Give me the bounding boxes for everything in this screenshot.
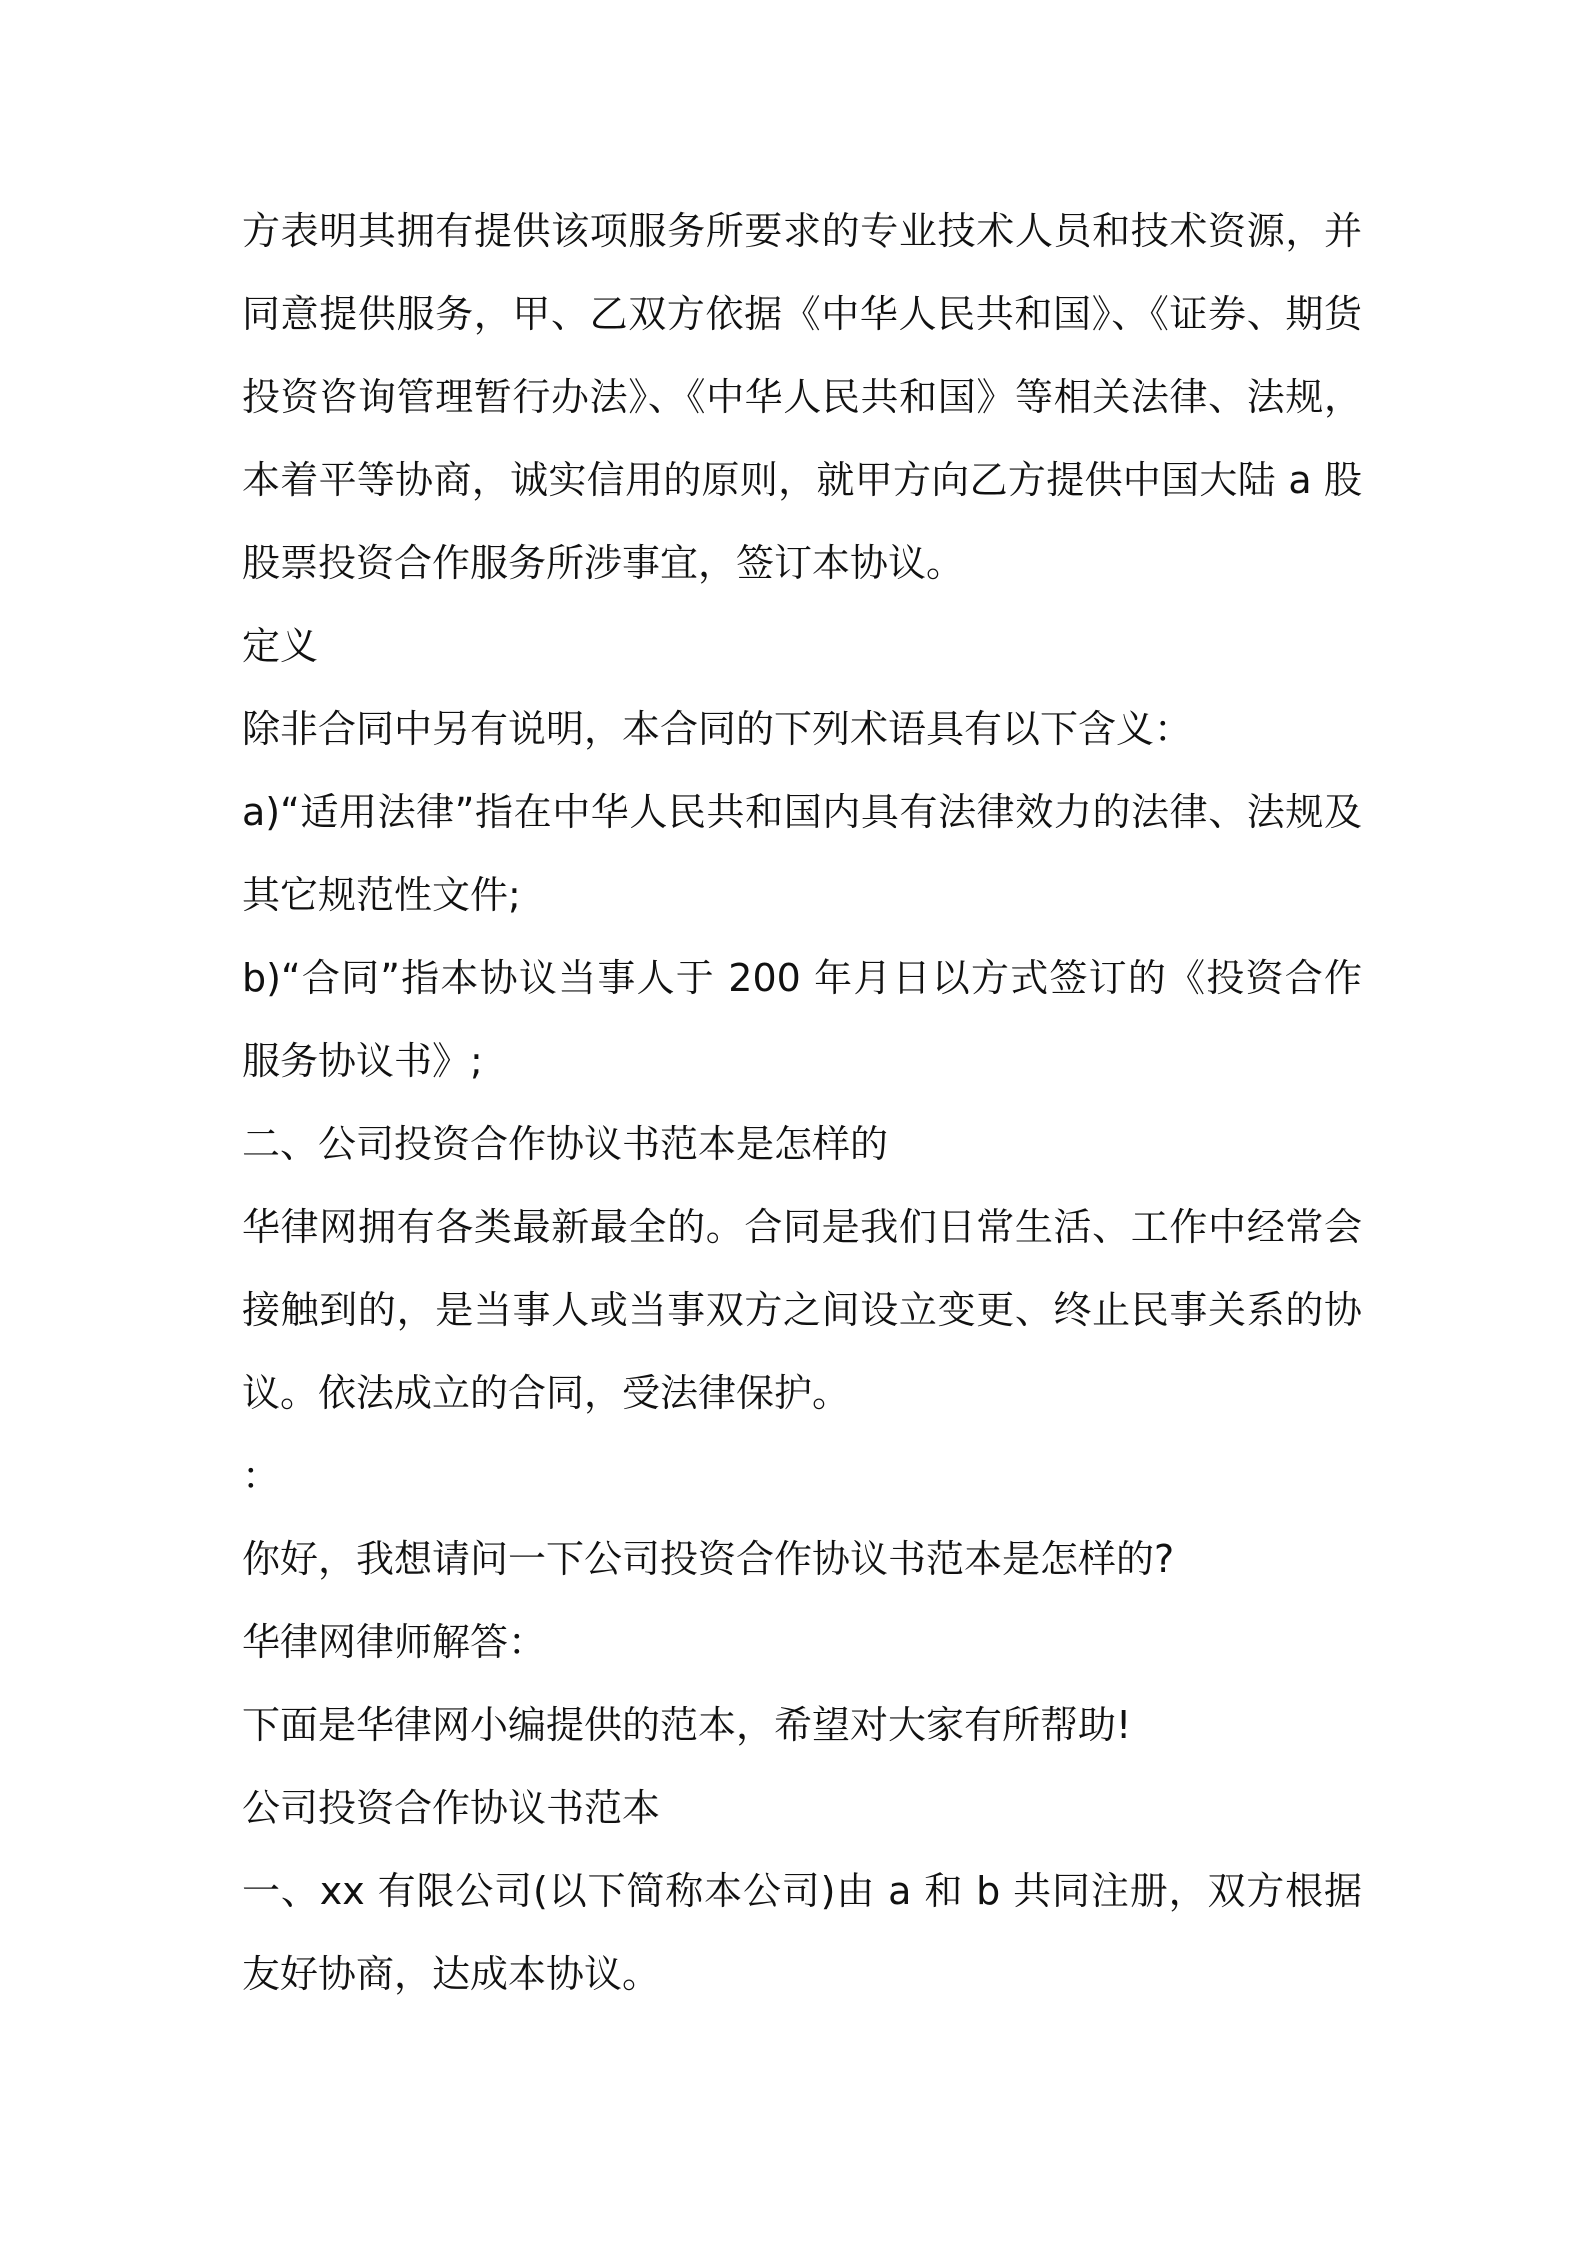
paragraph-term-a: a)“适用法律”指在中华人民共和国内具有法律效力的法律、法规及其它规范性文件; [242, 790, 1362, 917]
paragraph-clause-one: 一、xx 有限公司(以下简称本公司)由 a 和 b 共同注册，双方根据友好协商，达成本协议。 [242, 1869, 1362, 1996]
paragraph-definitions-heading: 定义 [242, 624, 319, 668]
document-body [242, 190, 1362, 2016]
section-heading-two: 二、公司投资合作协议书范本是怎样的 [242, 1122, 889, 1166]
paragraph-colon: ： [242, 1454, 281, 1498]
paragraph-hualv-intro: 华律网拥有各类最新最全的。合同是我们日常生活、工作中经常会接触到的，是当事人或当事双方之间设立变更、终止民事关系的协议。依法成立的合同，受法律保护。 [242, 1205, 1362, 1415]
paragraph-term-b: b)“合同”指本协议当事人于 200 年月日以方式签订的《投资合作服务协议书》; [242, 956, 1362, 1083]
paragraph-lawyer-answer-label: 华律网律师解答： [242, 1620, 547, 1664]
paragraph-question: 你好，我想请问一下公司投资合作协议书范本是怎样的? [242, 1537, 1175, 1581]
paragraph-service-statement: 方表明其拥有提供该项服务所要求的专业技术人员和技术资源，并同意提供服务，甲、乙双方依据《中华人民共和国》、《证券、期货投资咨询管理暂行办法》、《中华人民共和国》等相关法律、法规，本着平等协商，诚实信用的原则，就甲方向乙方提供中国大陆 a 股股票投资合作服务所涉事宜，签订本协议。 [242, 209, 1362, 585]
paragraph-editor-note: 下面是华律网小编提供的范本，希望对大家有所帮助! [242, 1703, 1132, 1747]
paragraph-terms-intro: 除非合同中另有说明，本合同的下列术语具有以下含义： [242, 707, 1193, 751]
paragraph-template-title: 公司投资合作协议书范本 [242, 1786, 661, 1830]
